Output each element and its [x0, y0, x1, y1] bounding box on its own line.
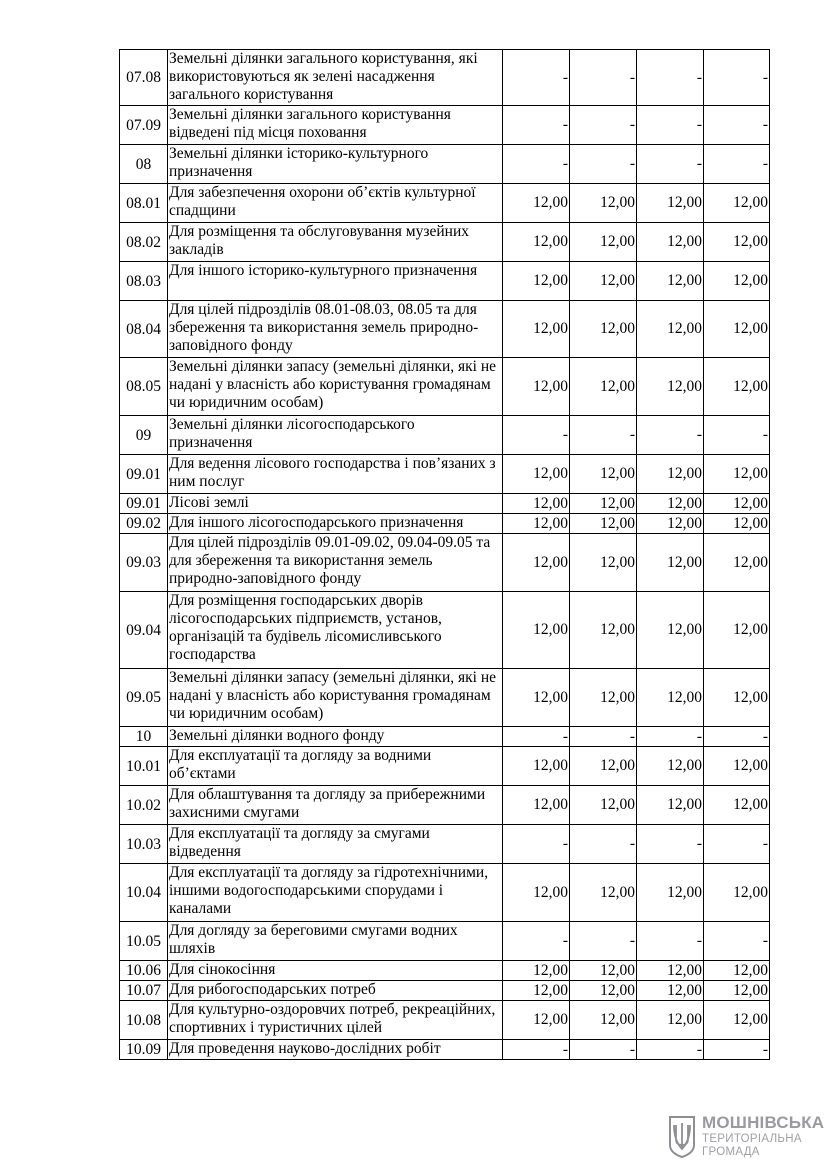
- rate-value-1: 12,00: [503, 455, 570, 494]
- table-row: [120, 514, 770, 534]
- table-row: [120, 922, 770, 961]
- rate-value-2: 12,00: [570, 514, 637, 534]
- rate-value-2: 12,00: [570, 184, 637, 223]
- table-row: [120, 358, 770, 416]
- rate-value-4: 12,00: [704, 358, 770, 416]
- row-name: Для експлуатації та догляду за водними об’єктами: [168, 747, 503, 786]
- rate-value-3: 12,00: [637, 534, 704, 592]
- rate-value-1: -: [503, 106, 570, 145]
- rate-value-3: 12,00: [637, 981, 704, 1001]
- rate-value-2: 12,00: [570, 864, 637, 922]
- table-row: [120, 416, 770, 455]
- row-code: 08.03: [120, 262, 168, 301]
- rate-value-4: -: [704, 825, 770, 864]
- rate-value-2: 12,00: [570, 262, 637, 301]
- rate-value-1: -: [503, 50, 570, 106]
- rate-value-4: -: [704, 922, 770, 961]
- row-code: 10.03: [120, 825, 168, 864]
- rate-value-3: 12,00: [637, 669, 704, 727]
- row-code: 09.05: [120, 669, 168, 727]
- table-row: [120, 592, 770, 669]
- row-code: 08.05: [120, 358, 168, 416]
- rate-value-1: 12,00: [503, 262, 570, 301]
- rate-value-4: 12,00: [704, 1001, 770, 1040]
- rate-value-3: 12,00: [637, 262, 704, 301]
- rate-value-2: -: [570, 825, 637, 864]
- rate-value-4: 12,00: [704, 223, 770, 262]
- rate-value-1: 12,00: [503, 981, 570, 1001]
- rate-value-2: -: [570, 1040, 637, 1060]
- rate-value-3: 12,00: [637, 184, 704, 223]
- rate-value-4: -: [704, 1040, 770, 1060]
- rates-table-page: [119, 49, 769, 1060]
- row-code: 09.04: [120, 592, 168, 669]
- rate-value-3: -: [637, 145, 704, 184]
- table-row: [120, 145, 770, 184]
- rate-value-1: 12,00: [503, 864, 570, 922]
- rate-value-4: 12,00: [704, 786, 770, 825]
- table-row: [120, 50, 770, 106]
- table-row: [120, 184, 770, 223]
- rate-value-1: 12,00: [503, 786, 570, 825]
- table-row: [120, 301, 770, 358]
- row-code: 10.05: [120, 922, 168, 961]
- rate-value-2: 12,00: [570, 301, 637, 358]
- rate-value-4: 12,00: [704, 961, 770, 981]
- row-name: Для ведення лісового господарства і пов’язаних з ним послуг: [168, 455, 503, 494]
- rate-value-4: 12,00: [704, 184, 770, 223]
- rate-value-4: 12,00: [704, 669, 770, 727]
- table-row: [120, 534, 770, 592]
- rate-value-2: 12,00: [570, 1001, 637, 1040]
- rate-value-1: -: [503, 145, 570, 184]
- logo-subtitle-2: ГРОМАДА: [702, 1146, 760, 1158]
- rate-value-1: 12,00: [503, 184, 570, 223]
- community-logo: [668, 1113, 825, 1161]
- rate-value-3: 12,00: [637, 301, 704, 358]
- row-name: Для іншого лісогосподарського призначення: [168, 514, 503, 534]
- row-code: 10.07: [120, 981, 168, 1001]
- row-name: Для цілей підрозділів 09.01-09.02, 09.04-09.05 та для збереження та використання земель природно-заповідного фонду: [168, 534, 503, 592]
- rate-value-4: 12,00: [704, 864, 770, 922]
- row-code: 07.08: [120, 50, 168, 106]
- table-row: [120, 1001, 770, 1040]
- row-name: Земельні ділянки запасу (земельні ділянки, які не надані у власність або користування громадянам чи юридичним особам): [168, 669, 503, 727]
- rate-value-3: 12,00: [637, 223, 704, 262]
- rate-value-2: 12,00: [570, 534, 637, 592]
- logo-subtitle-1: ТЕРИТОРІАЛЬНА: [702, 1133, 802, 1145]
- table-row: [120, 864, 770, 922]
- table-row: [120, 961, 770, 981]
- rate-value-1: -: [503, 727, 570, 747]
- row-name: Для експлуатації та догляду за смугами відведення: [168, 825, 503, 864]
- rate-value-1: 12,00: [503, 494, 570, 514]
- rate-value-4: -: [704, 145, 770, 184]
- rate-value-2: -: [570, 145, 637, 184]
- table-row: [120, 981, 770, 1001]
- row-code: 10: [120, 727, 168, 747]
- rate-value-2: -: [570, 50, 637, 106]
- rate-value-1: 12,00: [503, 592, 570, 669]
- rate-value-3: -: [637, 922, 704, 961]
- row-code: 08.01: [120, 184, 168, 223]
- rate-value-1: -: [503, 825, 570, 864]
- rate-value-4: 12,00: [704, 747, 770, 786]
- rate-value-2: 12,00: [570, 786, 637, 825]
- rate-value-4: 12,00: [704, 455, 770, 494]
- row-code: 08.04: [120, 301, 168, 358]
- rate-value-2: -: [570, 106, 637, 145]
- rate-value-2: -: [570, 727, 637, 747]
- rate-value-3: -: [637, 825, 704, 864]
- rate-value-4: 12,00: [704, 514, 770, 534]
- table-row: [120, 223, 770, 262]
- rate-value-3: -: [637, 106, 704, 145]
- rate-value-1: 12,00: [503, 1001, 570, 1040]
- rate-value-3: 12,00: [637, 786, 704, 825]
- row-name: Для експлуатації та догляду за гідротехнічними, іншими водогосподарськими спорудами і каналами: [168, 864, 503, 922]
- row-code: 07.09: [120, 106, 168, 145]
- rate-value-3: 12,00: [637, 358, 704, 416]
- rate-value-4: 12,00: [704, 981, 770, 1001]
- row-code: 10.09: [120, 1040, 168, 1060]
- table-row: [120, 106, 770, 145]
- table-row: [120, 1040, 770, 1060]
- rate-value-3: -: [637, 50, 704, 106]
- rate-value-3: 12,00: [637, 864, 704, 922]
- row-name: Земельні ділянки водного фонду: [168, 727, 503, 747]
- row-code: 10.08: [120, 1001, 168, 1040]
- row-name: Земельні ділянки запасу (земельні ділянки, які не надані у власність або користування громадянам чи юридичним особам): [168, 358, 503, 416]
- row-code: 08.02: [120, 223, 168, 262]
- row-code: 09.03: [120, 534, 168, 592]
- row-code: 10.04: [120, 864, 168, 922]
- rate-value-2: 12,00: [570, 669, 637, 727]
- row-name: Для забезпечення охорони об’єктів культурної спадщини: [168, 184, 503, 223]
- rate-value-1: 12,00: [503, 534, 570, 592]
- table-row: [120, 747, 770, 786]
- rate-value-1: 12,00: [503, 301, 570, 358]
- rate-value-1: -: [503, 416, 570, 455]
- row-code: 08: [120, 145, 168, 184]
- rate-value-1: 12,00: [503, 961, 570, 981]
- rate-value-3: -: [637, 416, 704, 455]
- rate-value-1: 12,00: [503, 747, 570, 786]
- rate-value-4: -: [704, 50, 770, 106]
- row-code: 10.02: [120, 786, 168, 825]
- rate-value-2: 12,00: [570, 981, 637, 1001]
- rate-value-2: 12,00: [570, 455, 637, 494]
- rate-value-4: 12,00: [704, 592, 770, 669]
- table-row: [120, 262, 770, 301]
- row-name: Земельні ділянки загального користування відведені під місця поховання: [168, 106, 503, 145]
- rate-value-2: 12,00: [570, 961, 637, 981]
- row-name: Для іншого історико-культурного призначення: [168, 262, 503, 301]
- logo-title: МОШНІВСЬКА: [702, 1113, 825, 1132]
- rate-value-3: -: [637, 727, 704, 747]
- rate-value-3: 12,00: [637, 592, 704, 669]
- row-name: Для догляду за береговими смугами водних шляхів: [168, 922, 503, 961]
- rate-value-3: 12,00: [637, 747, 704, 786]
- table-row: [120, 786, 770, 825]
- rate-value-4: 12,00: [704, 494, 770, 514]
- row-name: Земельні ділянки історико-культурного призначення: [168, 145, 503, 184]
- row-code: 09.02: [120, 514, 168, 534]
- table-row: [120, 727, 770, 747]
- rate-value-1: 12,00: [503, 358, 570, 416]
- table-row: [120, 455, 770, 494]
- rate-value-4: 12,00: [704, 301, 770, 358]
- rate-value-1: 12,00: [503, 223, 570, 262]
- rate-value-3: 12,00: [637, 494, 704, 514]
- rate-value-3: 12,00: [637, 455, 704, 494]
- land-rates-table: [119, 49, 770, 1060]
- table-body: [120, 50, 770, 1060]
- row-name: Лісові землі: [168, 494, 503, 514]
- row-name: Земельні ділянки загального користування, які використовуються як зелені насадження загального користування: [168, 50, 503, 106]
- table-row: [120, 825, 770, 864]
- row-name: Для цілей підрозділів 08.01-08.03, 08.05 та для збереження та використання земель природно-заповідного фонду: [168, 301, 503, 358]
- row-name: Для облаштування та догляду за прибережними захисними смугами: [168, 786, 503, 825]
- rate-value-4: 12,00: [704, 534, 770, 592]
- rate-value-1: 12,00: [503, 514, 570, 534]
- row-name: Для сінокосіння: [168, 961, 503, 981]
- rate-value-2: -: [570, 416, 637, 455]
- row-name: Земельні ділянки лісогосподарського призначення: [168, 416, 503, 455]
- rate-value-3: 12,00: [637, 1001, 704, 1040]
- rate-value-3: -: [637, 1040, 704, 1060]
- rate-value-2: 12,00: [570, 223, 637, 262]
- row-name: Для розміщення господарських дворів лісогосподарських підприємств, установ, організацій та будівель лісомисливського господарства: [168, 592, 503, 669]
- rate-value-2: 12,00: [570, 494, 637, 514]
- rate-value-3: 12,00: [637, 514, 704, 534]
- rate-value-2: -: [570, 922, 637, 961]
- row-name: Для проведення науково-дослідних робіт: [168, 1040, 503, 1060]
- rate-value-1: 12,00: [503, 669, 570, 727]
- row-name: Для розміщення та обслуговування музейних закладів: [168, 223, 503, 262]
- table-row: [120, 669, 770, 727]
- trident-emblem-icon: [668, 1115, 696, 1159]
- rate-value-4: -: [704, 106, 770, 145]
- rate-value-2: 12,00: [570, 358, 637, 416]
- rate-value-4: -: [704, 416, 770, 455]
- rate-value-3: 12,00: [637, 961, 704, 981]
- rate-value-4: -: [704, 727, 770, 747]
- rate-value-2: 12,00: [570, 747, 637, 786]
- row-name: Для культурно-оздоровчих потреб, рекреаційних, спортивних і туристичних цілей: [168, 1001, 503, 1040]
- rate-value-1: -: [503, 922, 570, 961]
- rate-value-1: -: [503, 1040, 570, 1060]
- table-row: [120, 494, 770, 514]
- row-code: 10.01: [120, 747, 168, 786]
- row-code: 10.06: [120, 961, 168, 981]
- row-code: 09.01: [120, 494, 168, 514]
- row-name: Для рибогосподарських потреб: [168, 981, 503, 1001]
- rate-value-4: 12,00: [704, 262, 770, 301]
- row-code: 09.01: [120, 455, 168, 494]
- rate-value-2: 12,00: [570, 592, 637, 669]
- row-code: 09: [120, 416, 168, 455]
